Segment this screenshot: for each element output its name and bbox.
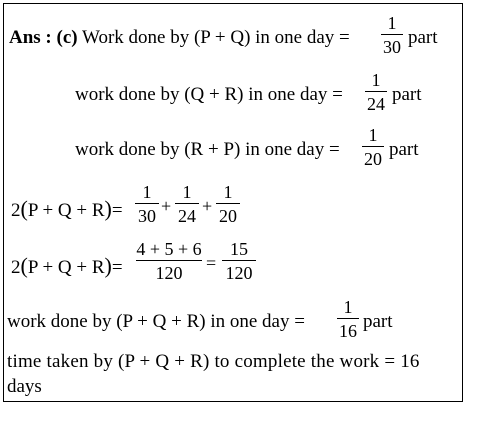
eq2-f2-num: 15	[230, 239, 248, 259]
line3-frac-den: 20	[364, 149, 382, 169]
line1-text: Work done by (P + Q) in one day =	[82, 27, 350, 48]
line2-fraction	[365, 70, 387, 114]
line1-suffix: part	[408, 27, 438, 48]
line5-text-b: days	[7, 376, 42, 397]
eq1-equals: =	[111, 200, 123, 221]
eq2-f2-den: 120	[225, 263, 253, 283]
fraction-bar	[381, 34, 403, 35]
line2-suffix: part	[392, 84, 422, 105]
eq1-fraction-3	[216, 182, 240, 226]
eq2-lhs: 2(P + Q + R)=	[11, 253, 123, 278]
eq1-lhs: 2(P + Q + R)=	[11, 196, 123, 221]
eq1-fraction-1	[135, 182, 159, 226]
eq1-fraction-2	[175, 182, 199, 226]
eq1-f1-num: 1	[142, 182, 152, 202]
line3-text: work done by (R + P) in one day =	[75, 139, 340, 160]
line4-frac-den: 16	[339, 321, 357, 341]
fraction-bar	[365, 91, 387, 92]
fraction-bar	[175, 203, 199, 204]
eq2-equals-2: =	[206, 253, 217, 273]
fraction-bar	[337, 318, 359, 319]
fraction-bar	[362, 146, 384, 147]
line1-frac-den: 30	[383, 37, 401, 57]
eq1-f3-den: 20	[219, 206, 237, 226]
line3-suffix: part	[389, 139, 419, 160]
eq2-inner: P + Q + R	[27, 257, 105, 278]
eq1-f2-den: 24	[178, 206, 196, 226]
eq2-f1-den: 120	[155, 263, 183, 283]
fraction-bar	[216, 203, 240, 204]
eq1-f1-den: 30	[138, 206, 156, 226]
eq2-coef: 2	[11, 257, 21, 278]
line1-fraction	[381, 13, 403, 57]
eq1-plus-2: +	[202, 196, 213, 216]
line2-frac-num: 1	[371, 70, 381, 90]
eq1-plus-1: +	[161, 196, 172, 216]
answer-label: Ans : (c)	[9, 27, 78, 48]
fraction-bar	[222, 260, 256, 261]
line3-fraction	[362, 125, 384, 169]
eq2-equals-1: =	[111, 257, 123, 278]
eq1-f2-num: 1	[182, 182, 192, 202]
line3-frac-num: 1	[368, 125, 378, 145]
answer-line-1	[9, 27, 350, 49]
line4-fraction	[337, 297, 359, 341]
eq2-fraction-2	[222, 239, 256, 283]
line1-frac-num: 1	[387, 13, 397, 33]
line4-frac-num: 1	[343, 297, 353, 317]
line2-text: work done by (Q + R) in one day =	[75, 84, 343, 105]
eq2-f1-num: 4 + 5 + 6	[136, 239, 202, 259]
eq2-fraction-1	[136, 239, 202, 283]
line5-text-a: time taken by (P + Q + R) to complete the work = 16	[7, 351, 420, 372]
line2-frac-den: 24	[367, 94, 385, 114]
fraction-bar	[135, 203, 159, 204]
eq1-inner: P + Q + R	[27, 200, 105, 221]
line4-suffix: part	[363, 311, 393, 332]
eq1-f3-num: 1	[223, 182, 233, 202]
line4-text: work done by (P + Q + R) in one day =	[7, 311, 305, 332]
fraction-bar	[136, 260, 202, 261]
eq1-coef: 2	[11, 200, 21, 221]
